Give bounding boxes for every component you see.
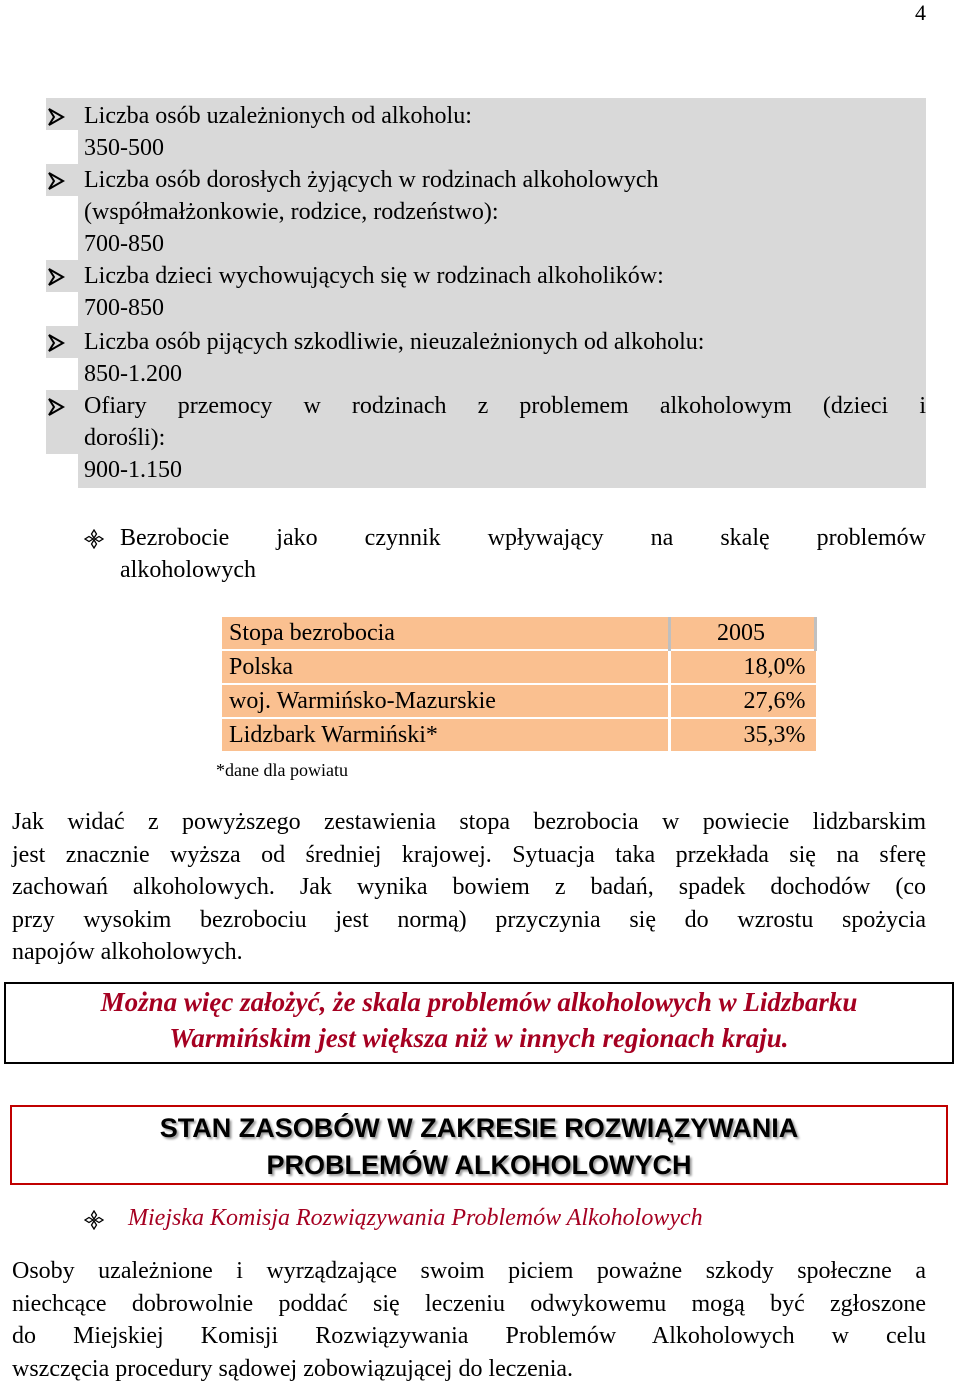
arrowhead-bullet-icon xyxy=(46,260,68,292)
table-cell-value: 18,0% xyxy=(670,650,816,684)
table-cell-value: 35,3% xyxy=(670,718,816,752)
body-paragraph-commission: Osoby uzależnione i wyrządzające swoim piciem poważne szkody społeczne a niechcące dobrowolnie poddać się leczeniu odwykowemu mogą być zgłoszone do Miejskiej Komisji Rozwiązywania Problemów Alkoholowych w celu wszczęcia procedury sądowej zobowiązującej do leczenia. xyxy=(12,1258,926,1382)
stats-item-label: Liczba dzieci wychowujących się w rodzinach alkoholików: xyxy=(84,263,664,289)
stats-item-value: 850-1.200 xyxy=(84,361,182,387)
arrowhead-bullet-icon xyxy=(46,326,68,358)
table-header-row xyxy=(222,617,816,650)
four-diamond-bullet-icon xyxy=(84,1210,104,1230)
unemployment-table xyxy=(222,617,817,753)
commission-heading: Miejska Komisja Rozwiązywania Problemów Alkoholowych xyxy=(128,1205,703,1231)
stats-item-label: Ofiary przemocy w rodzinach z problemem alkoholowym (dzieci i xyxy=(84,393,926,419)
body-paragraph-unemployment: Jak widać z powyższego zestawienia stopa bezrobocia w powiecie lidzbarskim jest znacznie wyższa od średniej krajowej. Sytuacja taka przekłada się na sferę zachowań alkoholowych. Jak wynika bowiem z badań, spadek dochodów (co przy wysokim bezrobociu jest normą) przyczynia się do wzrostu spożycia napojów alkoholowych. xyxy=(12,809,926,965)
stats-block xyxy=(46,98,926,488)
arrowhead-bullet-icon xyxy=(46,164,68,196)
stats-item-label: Liczba osób uzależnionych od alkoholu: xyxy=(84,103,472,129)
stats-item-value: 350-500 xyxy=(84,135,164,161)
section-title: PROBLEMÓW ALKOHOLOWYCH xyxy=(266,1150,692,1180)
table-cell-value: 27,6% xyxy=(670,684,816,718)
arrowhead-bullet-icon xyxy=(46,390,68,422)
table-cell-region: woj. Warmińsko-Mazurskie xyxy=(222,684,670,718)
arrowhead-bullet-icon xyxy=(46,100,68,132)
stats-item-label: dorośli): xyxy=(84,425,166,451)
table-header-label: Stopa bezrobocia xyxy=(222,617,670,650)
table-footnote: *dane dla powiatu xyxy=(216,760,348,780)
conclusion-box: Można więc założyć, że skala problemów alkoholowych w Lidzbarku Warmińskim jest większa niż w innych regionach kraju. xyxy=(4,982,954,1064)
stats-item-label: Liczba osób pijących szkodliwie, nieuzależnionych od alkoholu: xyxy=(84,329,705,355)
table-row xyxy=(222,650,816,684)
section-title-box xyxy=(10,1105,948,1185)
stats-item-value: 700-850 xyxy=(84,231,164,257)
stats-item-value: 700-850 xyxy=(84,295,164,321)
stats-item-value: 900-1.150 xyxy=(84,457,182,483)
page-number: 4 xyxy=(915,0,926,25)
four-diamond-bullet-icon xyxy=(84,529,104,549)
unemployment-heading: Bezrobocie jako czynnik wpływający na skalę problemów alkoholowych xyxy=(120,525,926,583)
table-cell-region: Lidzbark Warmiński* xyxy=(222,718,670,752)
table-row xyxy=(222,718,816,752)
stats-item-label: (współmałżonkowie, rodzice, rodzeństwo): xyxy=(84,199,499,225)
stats-item-label: Liczba osób dorosłych żyjących w rodzinach alkoholowych xyxy=(84,167,659,193)
table-cell-region: Polska xyxy=(222,650,670,684)
table-row xyxy=(222,684,816,718)
section-title: STAN ZASOBÓW W ZAKRESIE ROZWIĄZYWANIA xyxy=(159,1113,799,1143)
table-header-year: 2005 xyxy=(670,617,816,650)
